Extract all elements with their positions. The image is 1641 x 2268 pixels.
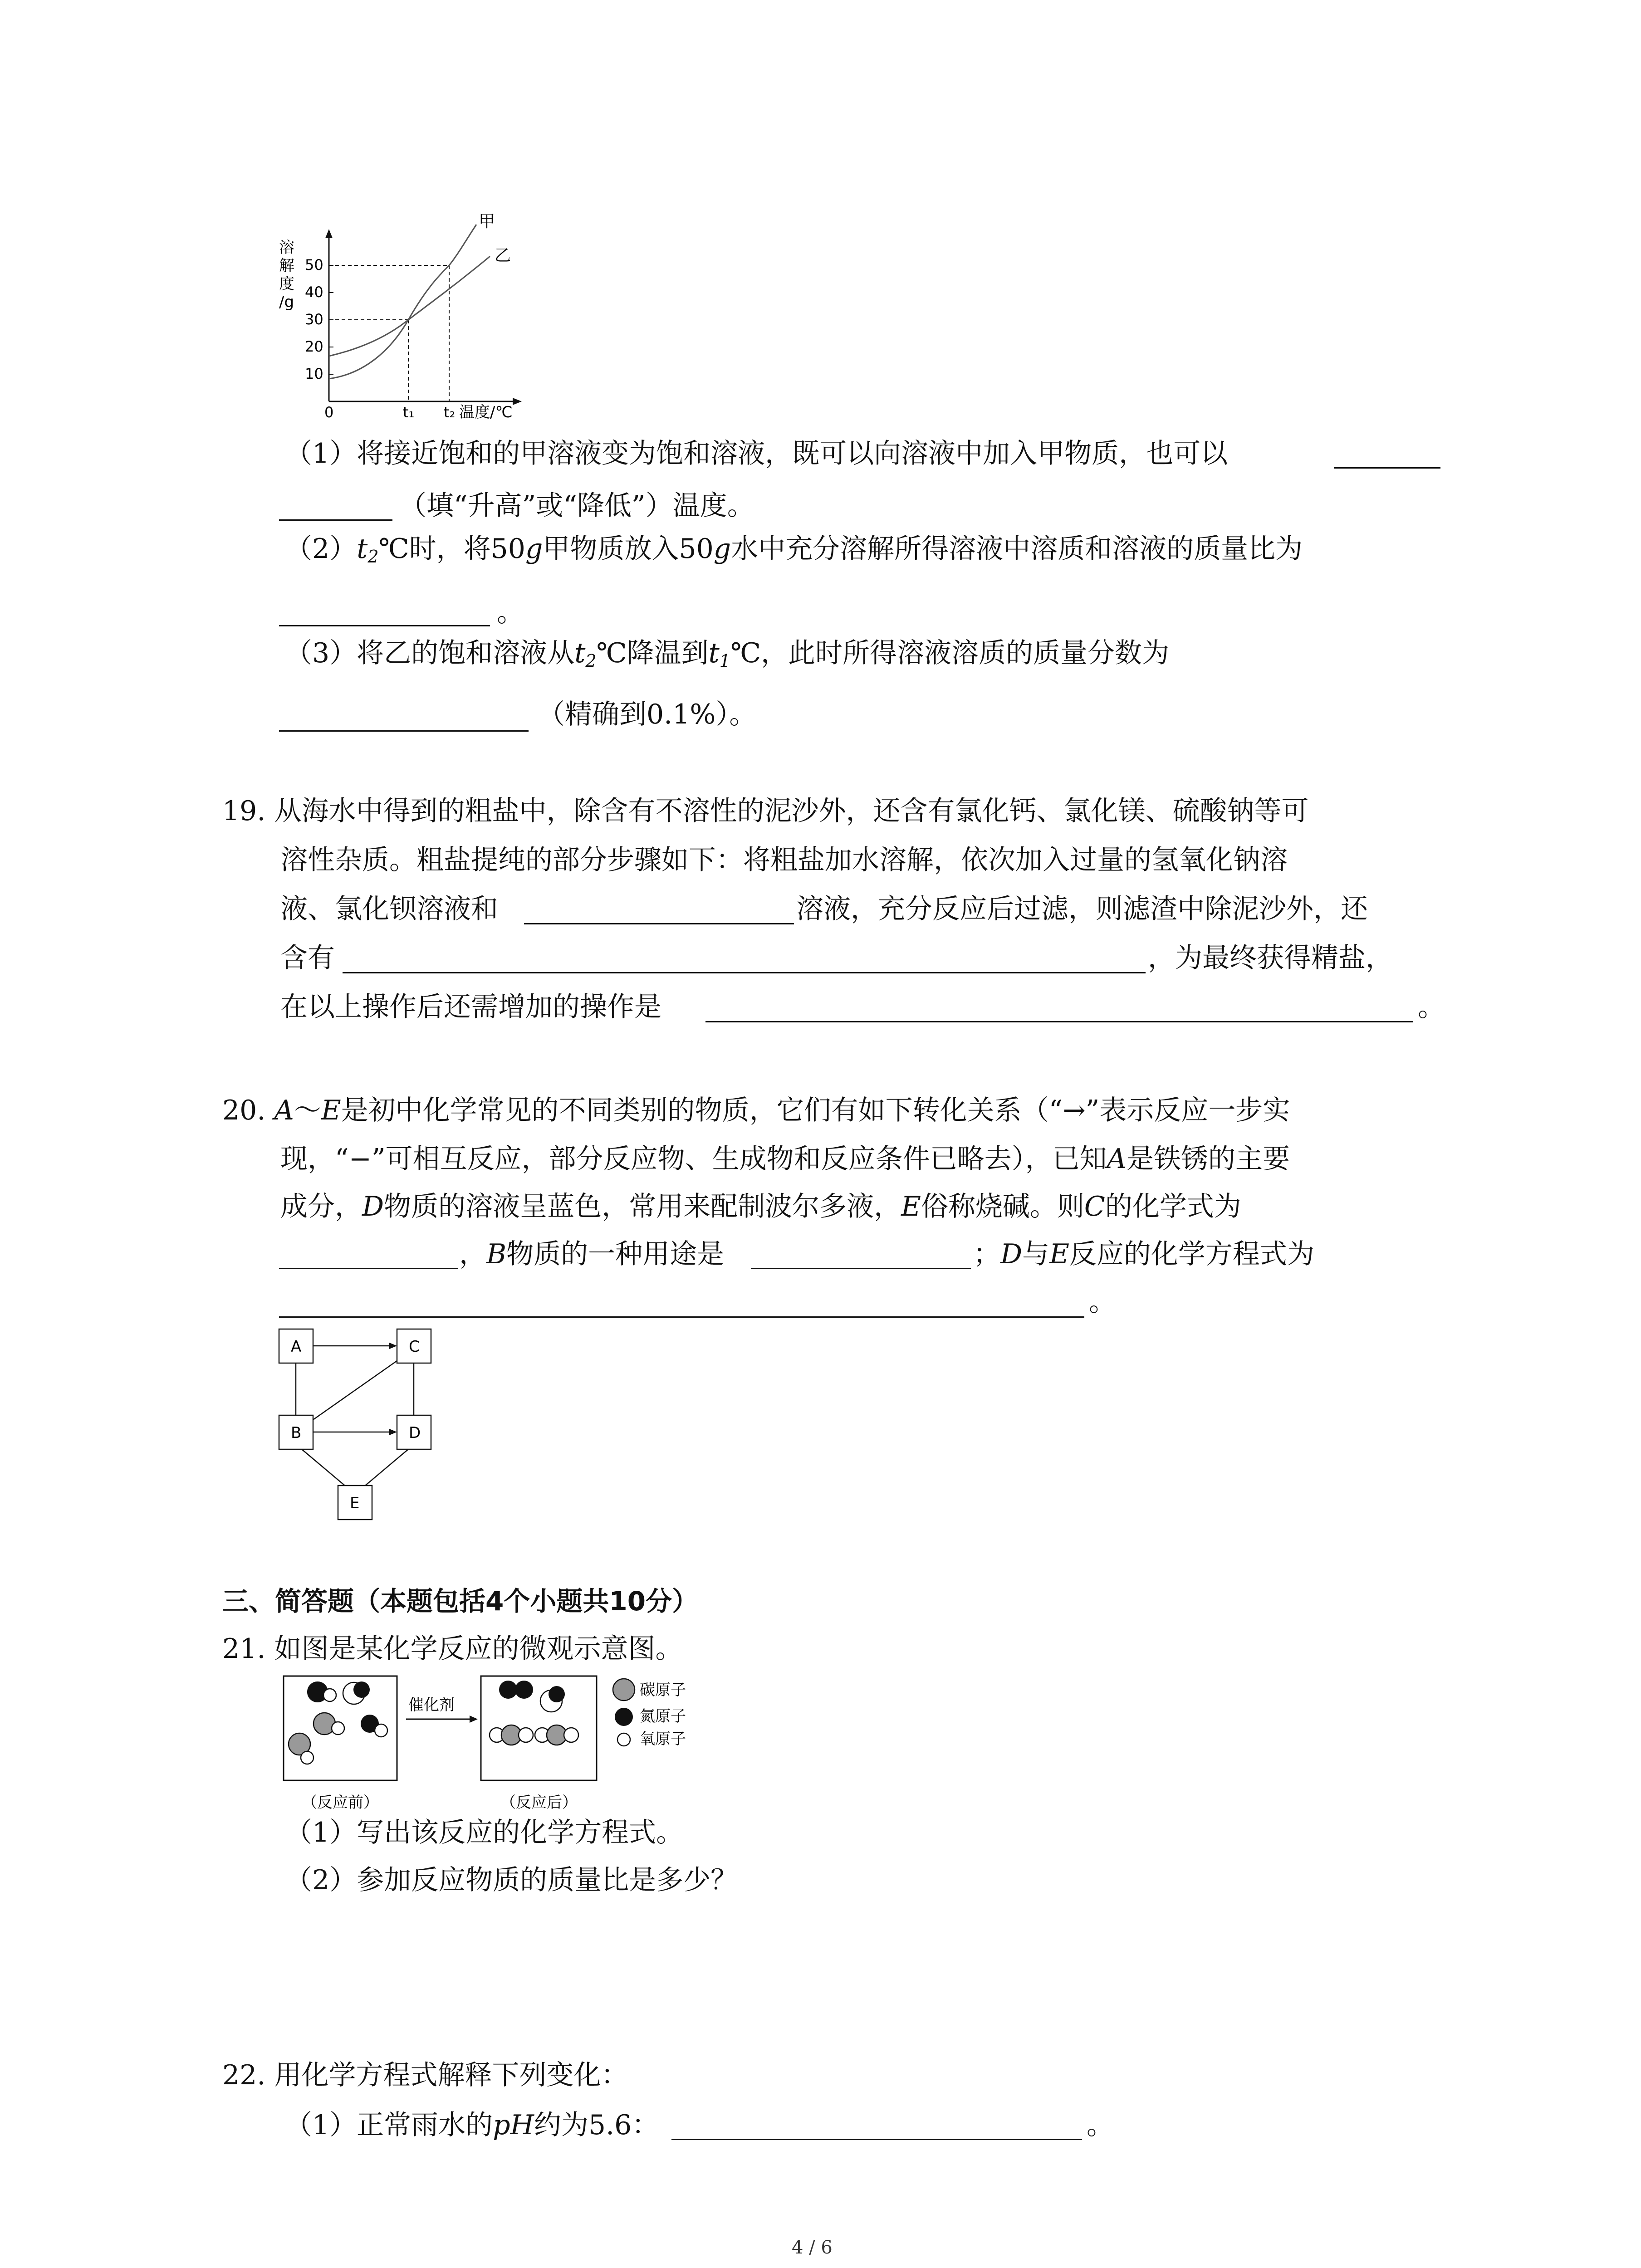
graph-curve-yi	[329, 256, 490, 356]
q22-part1: （1）正常雨水的pH约为5.6：	[285, 2109, 659, 2141]
q22-part1-end: 。	[1087, 2109, 1114, 2141]
q19-line2: 溶性杂质。粗盐提纯的部分步骤如下：将粗盐加水溶解，依次加入过量的氢氧化钠溶	[280, 844, 1288, 876]
q20-blank-2[interactable]	[751, 1268, 971, 1269]
before-caption: （反应前）	[302, 1794, 379, 1812]
q18-part1-line2: （填“升高”或“降低”）温度。	[399, 490, 754, 522]
graph-x-arrow	[513, 398, 522, 405]
q18-part2-line1: $(2)t_2℃$时，将50g甲物质放入50g水中充分溶解所得溶液中溶质和溶液的质量比为	[285, 533, 1303, 567]
edge-b-e	[302, 1449, 345, 1486]
after-caption: （反应后）	[500, 1794, 578, 1812]
graph-y-arrow	[325, 229, 333, 238]
q21-part1: （1）写出该反应的化学方程式。	[285, 1817, 684, 1848]
graph-y-tick-30: 30	[305, 311, 323, 328]
node-e-label: E	[350, 1494, 360, 1512]
q20-blank-1[interactable]	[279, 1268, 458, 1269]
q18-part3-line1: （3）将乙的饱和溶液从$t_2℃$降温到$t_1℃$，此时所得溶液溶质的质量分数为	[285, 637, 1170, 671]
graph-y-tick-40: 40	[305, 284, 323, 301]
q20-line3: 成分，D物质的溶液呈蓝色，常用来配制波尔多液，E俗称烧碱。则C的化学式为	[280, 1191, 1241, 1222]
graph-x-tick-t2: t₂	[444, 404, 456, 421]
graph-x-label: 温度/℃	[459, 403, 513, 421]
q20-blank-3[interactable]	[279, 1316, 1084, 1318]
q19-blank-2[interactable]	[343, 972, 1146, 973]
q19-line3a: 液、氯化钡溶液和	[280, 893, 498, 925]
graph-label-jia: 甲	[479, 212, 495, 231]
solubility-graph	[272, 211, 544, 424]
legend-oxygen-icon	[617, 1733, 630, 1746]
q19-line4b: ，为最终获得精盐，	[1148, 942, 1393, 974]
graph-curve-jia	[329, 225, 476, 379]
q21-title: 21. 如图是某化学反应的微观示意图。	[222, 1633, 683, 1665]
graph-y-label-4: /g	[279, 293, 294, 311]
q18-part1-blank-a[interactable]	[1334, 467, 1440, 469]
q21-part2: （2）参加反应物质的质量比是多少？	[285, 1864, 738, 1896]
q20-line4: ，B物质的一种用途是	[459, 1238, 725, 1270]
page-number: 4 / 6	[792, 2237, 833, 2258]
legend-carbon: 碳原子	[640, 1681, 686, 1699]
section3-heading: 三、简答题（本题包括4个小题共10分）	[222, 1586, 699, 1617]
q20-line5-end: 。	[1089, 1286, 1116, 1318]
q19-line3b: 溶液，充分反应后过滤，则滤渣中除泥沙外，还	[796, 893, 1368, 925]
node-c-label: C	[409, 1338, 420, 1356]
legend-nitrogen-icon	[615, 1708, 633, 1726]
q20-line1: 20. A～E是初中化学常见的不同类别的物质，它们有如下转化关系（“→”表示反应一步实	[222, 1095, 1290, 1126]
edge-b-c	[313, 1361, 397, 1420]
legend-oxygen: 氧原子	[640, 1730, 686, 1748]
q22-part1-blank[interactable]	[671, 2139, 1082, 2140]
graph-label-yi: 乙	[495, 246, 511, 265]
edge-b-d-arrow	[389, 1429, 397, 1435]
graph-y-tick-10: 10	[305, 365, 323, 382]
catalyst-label: 催化剂	[408, 1696, 455, 1714]
graph-x-tick-0: 0	[324, 404, 334, 421]
q21-micro-diagram	[279, 1672, 733, 1826]
legend-nitrogen: 氮原子	[640, 1707, 686, 1725]
node-d-label: D	[409, 1424, 421, 1442]
q18-part1-line1: （1）将接近饱和的甲溶液变为饱和溶液，既可以向溶液中加入甲物质，也可以	[285, 438, 1228, 469]
graph-y-label-2: 解	[279, 257, 294, 275]
graph-y-label-1: 溶	[279, 239, 294, 257]
q19-blank-3[interactable]	[705, 1021, 1413, 1022]
q18-part3-end: （精确到0.1%）。	[538, 699, 757, 730]
graph-y-tick-20: 20	[305, 338, 323, 355]
edge-a-c-arrow	[389, 1343, 397, 1349]
q19-line5a: 在以上操作后还需增加的操作是	[280, 991, 661, 1023]
q19-line1: 19. 从海水中得到的粗盐中，除含有不溶性的泥沙外，还含有氯化钙、氯化镁、硫酸钠等可	[222, 795, 1309, 827]
q19-blank-1[interactable]	[524, 923, 794, 924]
q18-part2-end: 。	[497, 596, 524, 628]
q20-line4-rest: ；D与E反应的化学方程式为	[973, 1238, 1314, 1270]
q19-line5b: 。	[1418, 991, 1445, 1023]
node-b-label: B	[291, 1424, 302, 1442]
q18-part2-blank[interactable]	[279, 625, 490, 626]
node-a-label: A	[291, 1338, 302, 1356]
q20-relation-diagram	[272, 1325, 445, 1529]
q20-line2: 现，“−”可相互反应，部分反应物、生成物和反应条件已略去），已知A是铁锈的主要	[280, 1143, 1290, 1175]
legend-carbon-icon	[613, 1679, 635, 1701]
graph-x-tick-t1: t₁	[403, 404, 415, 421]
q18-part1-blank-b[interactable]	[279, 519, 392, 521]
q19-line4a: 含有	[280, 942, 335, 974]
q18-part3-blank[interactable]	[279, 730, 529, 732]
graph-y-tick-50: 50	[305, 256, 323, 274]
q22-title: 22. 用化学方程式解释下列变化：	[222, 2059, 628, 2091]
graph-y-label-3: 度	[279, 275, 294, 293]
edge-d-e	[365, 1449, 408, 1486]
